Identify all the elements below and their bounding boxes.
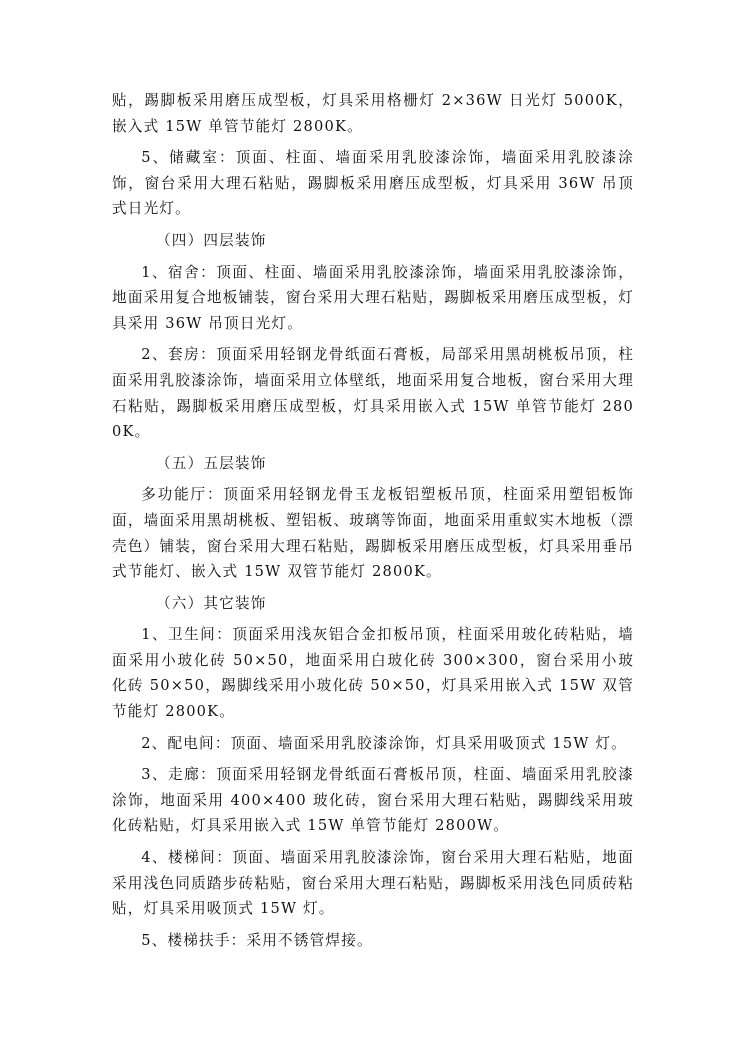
paragraph-restroom: 1、卫生间：顶面采用浅灰铝合金扣板吊顶，柱面采用玻化砖粘贴，墙面采用小玻化砖 50×50，地面采用白玻化砖 300×300，窗台采用小玻化砖 50×50，踢脚线采用小玻化砖 50×50，灯具采用嵌入式 15W 双管节能灯 2800K。 [112,626,634,721]
section-heading-floor-5: （五）五层装饰 [156,454,267,472]
paragraph-dormitory: 1、宿舍：顶面、柱面、墙面采用乳胶漆涂饰，墙面采用乳胶漆涂饰，地面采用复合地板铺装，窗台采用大理石粘贴，踢脚板采用磨压成型板，灯具采用 36W 吊顶日光灯。 [112,263,634,332]
section-heading-other: （六）其它装饰 [156,594,267,612]
paragraph-handrail: 5、楼梯扶手：采用不锈管焊接。 [141,931,373,949]
paragraph-storage-room: 5、储藏室：顶面、柱面、墙面采用乳胶漆涂饰，墙面采用乳胶漆涂饰，窗台采用大理石粘贴，踢脚板采用磨压成型板，灯具采用 36W 吊顶式日光灯。 [112,149,634,218]
paragraph-suite: 2、套房：顶面采用轻钢龙骨纸面石膏板，局部采用黑胡桃板吊顶，柱面采用乳胶漆涂饰，墙面采用立体壁纸，地面采用复合地板，窗台采用大理石粘贴，踢脚板采用磨压成型板，灯具采用嵌入式 15W 单管节能灯 2800K。 [112,346,634,441]
paragraph-stairwell: 4、楼梯间：顶面、墙面采用乳胶漆涂饰，窗台采用大理石粘贴，地面采用浅色同质踏步砖粘贴，窗台采用大理石粘贴，踢脚板采用浅色同质砖粘贴，灯具采用吸顶式 15W 灯。 [112,849,634,918]
paragraph: 贴，踢脚板采用磨压成型板，灯具采用格栅灯 2×36W 日光灯 5000K，嵌入式 15W 单管节能灯 2800K。 [112,92,634,135]
paragraph-corridor: 3、走廊：顶面采用轻钢龙骨纸面石膏板吊顶，柱面、墙面采用乳胶漆涂饰，地面采用 400×400 玻化砖，窗台采用大理石粘贴，踢脚线采用玻化砖粘贴，灯具采用嵌入式 15W 单管节能灯 2800W。 [112,766,634,835]
document-body [112,88,634,959]
paragraph-multipurpose-hall: 多功能厅：顶面采用轻钢龙骨玉龙板铝塑板吊顶，柱面采用塑铝板饰面，墙面采用黑胡桃板、塑铝板、玻璃等饰面，地面采用重蚁实木地板（漂壳色）铺装，窗台采用大理石粘贴，踢脚板采用磨压成型板，灯具采用垂吊式节能灯、嵌入式 15W 双管节能灯 2800K。 [112,486,634,581]
section-heading-floor-4: （四）四层装饰 [156,231,267,249]
paragraph-power-room: 2、配电间：顶面、墙面采用乳胶漆涂饰，灯具采用吸顶式 15W 灯。 [141,734,627,752]
